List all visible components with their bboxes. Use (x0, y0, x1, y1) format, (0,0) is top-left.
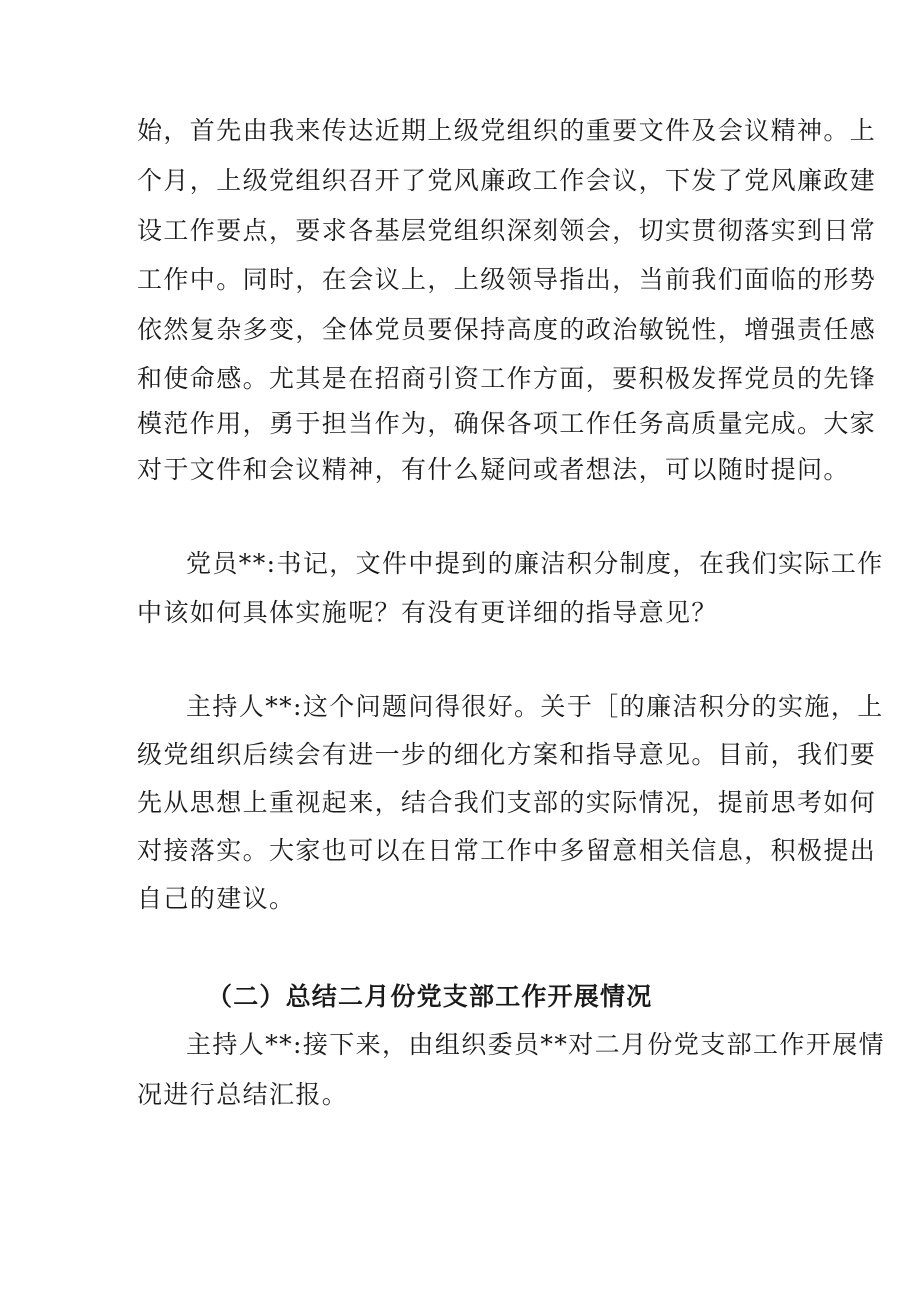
paragraph-1-line-4: 工作中。同时，在会议上，上级领导指出，当前我们面临的形势 (137, 265, 877, 294)
paragraph-1-line-7: 模范作用，勇于担当作为，确保各项工作任务高质量完成。大家 (137, 409, 877, 438)
paragraph-2-line-1: 党员**:书记，文件中提到的廉洁积分制度，在我们实际工作 (186, 549, 884, 578)
paragraph-4-line-2: 况进行总结汇报。 (137, 1080, 349, 1109)
paragraph-1-line-6: 和使命感。尤其是在招商引资工作方面，要积极发挥党员的先锋 (137, 364, 877, 393)
paragraph-2-line-2: 中该如何具体实施呢？有没有更详细的指导意见？ (137, 598, 718, 627)
paragraph-1-line-1: 始，首先由我来传达近期上级党组织的重要文件及会议精神。上 (137, 116, 877, 145)
paragraph-1-line-3: 设工作要点，要求各基层党组织深刻领会，切实贯彻落实到日常 (137, 216, 877, 245)
paragraph-3-line-5: 自己的建议。 (137, 884, 296, 913)
paragraph-1-line-2: 个月，上级党组织召开了党风廉政工作会议，下发了党风廉政建 (137, 166, 877, 195)
paragraph-3-line-4: 对接落实。大家也可以在日常工作中多留意相关信息，积极提出 (137, 836, 877, 865)
paragraph-3-line-2: 级党组织后续会有进一步的细化方案和指导意见。目前，我们要 (137, 740, 877, 769)
paragraph-4-line-1: 主持人**:接下来，由组织委员**对二月份党支部工作开展情 (186, 1030, 886, 1059)
paragraph-3-line-1: 主持人**:这个问题问得很好。关于［的廉洁积分的实施，上 (186, 692, 884, 721)
section-heading: （二）总结二月份党支部工作开展情况 (207, 982, 653, 1011)
paragraph-3-line-3: 先从思想上重视起来，结合我们支部的实际情况，提前思考如何 (137, 788, 877, 817)
paragraph-1-line-8: 对于文件和会议精神，有什么疑问或者想法，可以随时提问。 (137, 455, 850, 484)
paragraph-1-line-5: 依然复杂多变，全体党员要保持高度的政治敏锐性，增强责任感 (137, 315, 877, 344)
